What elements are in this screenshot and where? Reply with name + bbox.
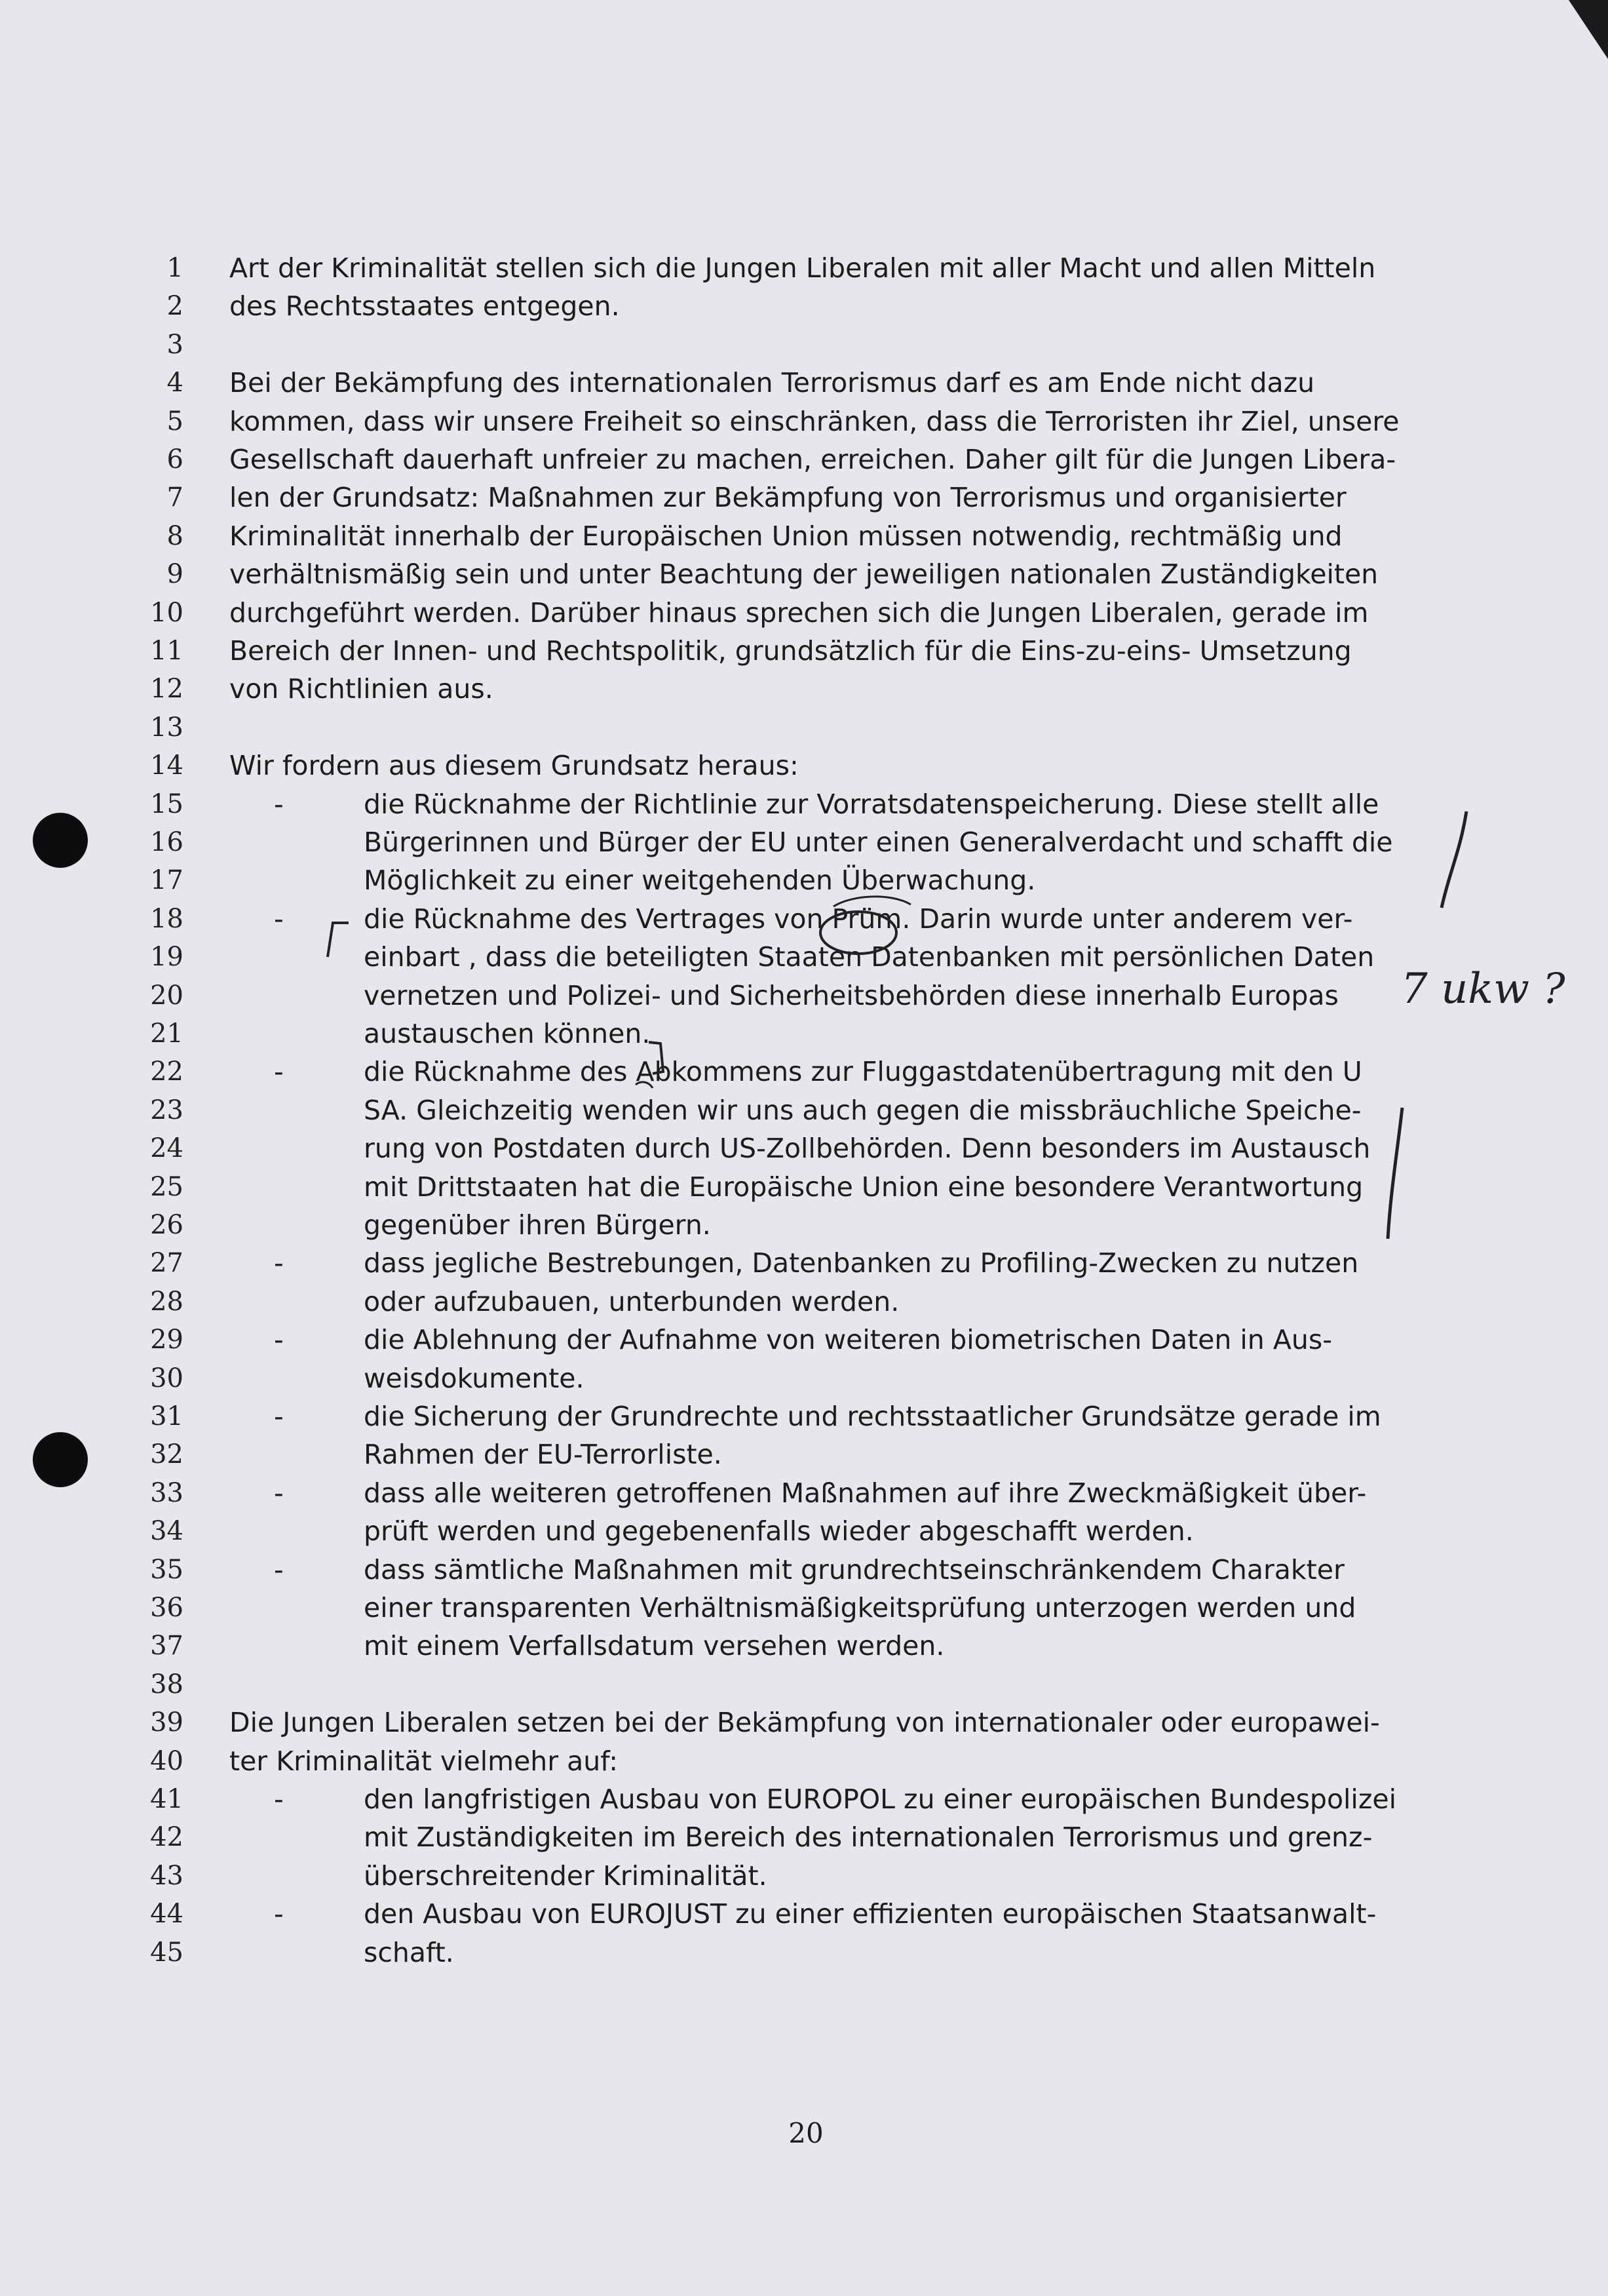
text-line: überschreitender Kriminalität. (364, 1859, 767, 1892)
line-number: 19 (150, 942, 183, 973)
line-number: 43 (150, 1860, 183, 1891)
line-number: 25 (150, 1171, 183, 1202)
text-line: kommen, dass wir unsere Freiheit so einschränken, dass die Terroristen ihr Ziel, unsere (229, 405, 1400, 437)
line-number: 15 (150, 788, 183, 819)
text-line: Die Jungen Liberalen setzen bei der Bekämpfung von internationaler oder europawei- (229, 1707, 1380, 1739)
line-number: 20 (150, 980, 183, 1011)
line-number: 3 (166, 329, 183, 360)
list-bullet: - (274, 1783, 284, 1815)
text-line: durchgeführt werden. Darüber hinaus sprechen sich die Jungen Liberalen, gerade im (229, 596, 1369, 629)
line-number: 11 (150, 636, 183, 666)
mark-ueberwachung (833, 897, 911, 906)
line-number: 1 (166, 253, 183, 283)
text-line: Bürgerinnen und Bürger der EU unter einen Generalverdacht und schafft die (364, 827, 1393, 858)
text-line: die Rücknahme der Richtlinie zur Vorratsdatenspeicherung. Diese stellt alle (364, 788, 1379, 820)
line-number: 26 (150, 1210, 183, 1240)
mark-abkommens (636, 1082, 653, 1088)
line-number: 39 (150, 1707, 183, 1738)
text-line: dass jegliche Bestrebungen, Datenbanken zu Profiling-Zwecken zu nutzen (364, 1247, 1359, 1279)
text-line: die Ablehnung der Aufnahme von weiteren biometrischen Daten in Aus- (364, 1324, 1333, 1356)
line-number: 23 (150, 1095, 183, 1125)
line-number: 35 (150, 1554, 183, 1585)
line-number: 10 (150, 597, 183, 628)
line-number: 41 (150, 1784, 183, 1814)
line-number: 21 (150, 1019, 183, 1049)
text-line: vernetzen und Polizei- und Sicherheitsbehörden diese innerhalb Europas (364, 979, 1339, 1011)
text-line: weisdokumente. (364, 1362, 584, 1394)
line-number: 29 (150, 1325, 183, 1355)
bracket-open (328, 923, 349, 957)
text-line: einbart , dass die beteiligten Staaten Datenbanken mit persönlichen Daten (364, 941, 1375, 973)
text-line: einer transparenten Verhältnismäßigkeitsprüfung unterzogen werden und (364, 1592, 1356, 1624)
line-number: 4 (166, 368, 183, 399)
text-line: oder aufzubauen, unterbunden werden. (364, 1285, 900, 1317)
line-number: 36 (150, 1593, 183, 1623)
text-line: len der Grundsatz: Maßnahmen zur Bekämpfung von Terrorismus und organisierter (229, 482, 1347, 514)
line-number: 33 (150, 1477, 183, 1508)
circle-pruem (820, 912, 896, 954)
line-number: 38 (150, 1669, 183, 1700)
list-bullet: - (274, 1056, 284, 1088)
line-number: 13 (150, 712, 183, 743)
text-line: schaft. (364, 1936, 454, 1968)
line-number: 8 (166, 520, 183, 551)
line-number: 40 (150, 1745, 183, 1776)
line-number: 31 (150, 1401, 183, 1431)
line-number: 5 (166, 406, 183, 437)
text-line: mit Drittstaaten hat die Europäische Union eine besondere Verantwortung (364, 1171, 1364, 1203)
line-number: 14 (150, 750, 183, 781)
line-number: 42 (150, 1822, 183, 1853)
line-number: 9 (166, 559, 183, 590)
text-line: mit einem Verfallsdatum versehen werden. (364, 1630, 945, 1662)
text-line: gegenüber ihren Bürgern. (364, 1209, 711, 1241)
text-line: von Richtlinien aus. (229, 673, 493, 705)
line-number: 28 (150, 1286, 183, 1317)
text-line: Kriminalität innerhalb der Europäischen Union müssen notwendig, rechtmäßig und (229, 520, 1343, 552)
line-number: 32 (150, 1439, 183, 1470)
text-line: rung von Postdaten durch US-Zollbehörden. Denn besonders im Austausch (364, 1133, 1371, 1165)
line-number: 44 (150, 1899, 183, 1930)
text-line: die Rücknahme des Abkommens zur Fluggastdatenübertragung mit den U (364, 1056, 1362, 1088)
text-line: die Sicherung der Grundrechte und rechtsstaatlicher Grundsätze gerade im (364, 1401, 1381, 1432)
text-line: Bereich der Innen- und Rechtspolitik, grundsätzlich für die Eins-zu-eins- Umsetzung (229, 635, 1352, 667)
list-bullet: - (274, 1477, 284, 1509)
text-line: Wir fordern aus diesem Grundsatz heraus: (229, 750, 799, 782)
page-number: 20 (788, 2117, 824, 2149)
list-bullet: - (274, 1247, 284, 1279)
text-line: SA. Gleichzeitig wenden wir uns auch gegen die missbräuchliche Speiche- (364, 1094, 1362, 1126)
line-number: 18 (150, 903, 183, 934)
line-number: 34 (150, 1516, 183, 1547)
text-line: verhältnismäßig sein und unter Beachtung der jeweiligen nationalen Zuständigkeiten (229, 558, 1379, 591)
text-line: mit Zuständigkeiten im Bereich des internationalen Terrorismus und grenz- (364, 1821, 1373, 1854)
text-line: des Rechtsstaates entgegen. (229, 290, 620, 322)
line-number: 2 (166, 291, 183, 322)
text-line: Möglichkeit zu einer weitgehenden Überwachung. (364, 865, 1036, 897)
handwritten-note: 7 ukw ? (1401, 965, 1565, 1013)
text-line: den langfristigen Ausbau von EUROPOL zu einer europäischen Bundespolizei (364, 1783, 1396, 1815)
text-line: Bei der Bekämpfung des internationalen Terrorismus darf es am Ende nicht dazu (229, 367, 1315, 399)
margin-mark-line-15 (1442, 811, 1466, 908)
text-line: dass alle weiteren getroffenen Maßnahmen auf ihre Zweckmäßigkeit über- (364, 1477, 1367, 1509)
line-number: 22 (150, 1057, 183, 1087)
line-number: 30 (150, 1363, 183, 1393)
line-number: 45 (150, 1937, 183, 1968)
margin-mark-line-22 (1388, 1108, 1402, 1239)
list-bullet: - (274, 1324, 284, 1356)
text-line: ter Kriminalität vielmehr auf: (229, 1745, 619, 1777)
text-line: den Ausbau von EUROJUST zu einer effizienten europäischen Staatsanwalt- (364, 1898, 1377, 1930)
text-line: Art der Kriminalität stellen sich die Jungen Liberalen mit aller Macht und allen Mitteln (229, 252, 1376, 284)
text-line: dass sämtliche Maßnahmen mit grundrechtseinschränkendem Charakter (364, 1553, 1345, 1586)
list-bullet: - (274, 903, 284, 935)
text-line: Rahmen der EU-Terrorliste. (364, 1439, 722, 1471)
line-number: 12 (150, 674, 183, 705)
line-number: 27 (150, 1248, 183, 1279)
list-bullet: - (274, 1898, 284, 1930)
line-number: 7 (166, 482, 183, 513)
list-bullet: - (274, 1553, 284, 1586)
line-number: 24 (150, 1133, 183, 1164)
line-number: 37 (150, 1631, 183, 1662)
text-line: prüft werden und gegebenenfalls wieder abgeschafft werden. (364, 1515, 1194, 1547)
text-line: Gesellschaft dauerhaft unfreier zu machen, erreichen. Daher gilt für die Jungen Libera- (229, 444, 1396, 475)
list-bullet: - (274, 1401, 284, 1432)
line-number: 16 (150, 827, 183, 857)
list-bullet: - (274, 788, 284, 820)
bracket-close (649, 1042, 663, 1074)
line-number: 17 (150, 865, 183, 896)
line-number: 6 (166, 444, 183, 475)
text-line: austauschen können. (364, 1018, 651, 1049)
text-line: die Rücknahme des Vertrages von Prüm. Darin wurde unter anderem ver- (364, 903, 1353, 935)
